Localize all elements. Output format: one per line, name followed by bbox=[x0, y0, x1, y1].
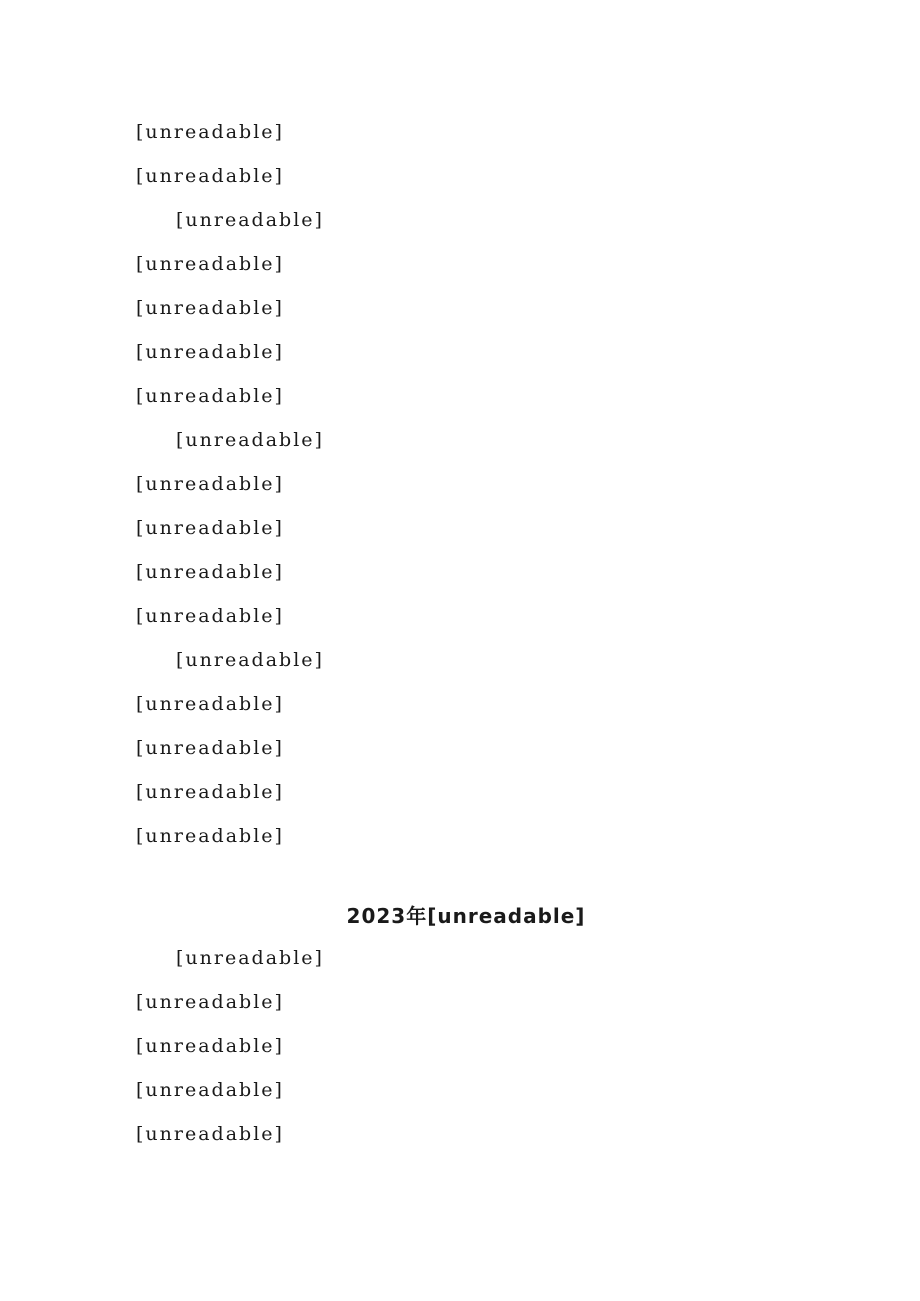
text-line: [unreadable] bbox=[136, 1079, 284, 1101]
document-title: 2023年[unreadable] bbox=[346, 904, 586, 928]
text-line: [unreadable] bbox=[136, 385, 284, 407]
paragraph-continuation bbox=[136, 110, 796, 198]
text-line: [unreadable] bbox=[136, 341, 284, 363]
paragraph bbox=[136, 198, 796, 418]
text-line: [unreadable] bbox=[136, 781, 284, 803]
text-line: [unreadable] bbox=[136, 693, 284, 715]
text-line: [unreadable] bbox=[136, 605, 284, 627]
document-body bbox=[136, 110, 796, 1156]
paragraph bbox=[136, 418, 796, 638]
text-line: [unreadable] bbox=[136, 825, 284, 847]
text-line: [unreadable] bbox=[136, 517, 284, 539]
text-line: [unreadable] bbox=[176, 429, 324, 451]
text-line: [unreadable] bbox=[136, 1035, 284, 1057]
text-line: [unreadable] bbox=[136, 1123, 284, 1145]
text-line: [unreadable] bbox=[176, 947, 324, 969]
paragraph bbox=[136, 936, 796, 1156]
text-line: [unreadable] bbox=[136, 991, 284, 1013]
text-line: [unreadable] bbox=[136, 561, 284, 583]
text-line: [unreadable] bbox=[136, 121, 284, 143]
text-line: [unreadable] bbox=[136, 165, 284, 187]
paragraph bbox=[136, 638, 796, 858]
text-line: [unreadable] bbox=[136, 253, 284, 275]
text-line: [unreadable] bbox=[176, 209, 324, 231]
text-line: [unreadable] bbox=[136, 297, 284, 319]
text-line: [unreadable] bbox=[136, 473, 284, 495]
text-line: [unreadable] bbox=[176, 649, 324, 671]
text-line: [unreadable] bbox=[136, 737, 284, 759]
